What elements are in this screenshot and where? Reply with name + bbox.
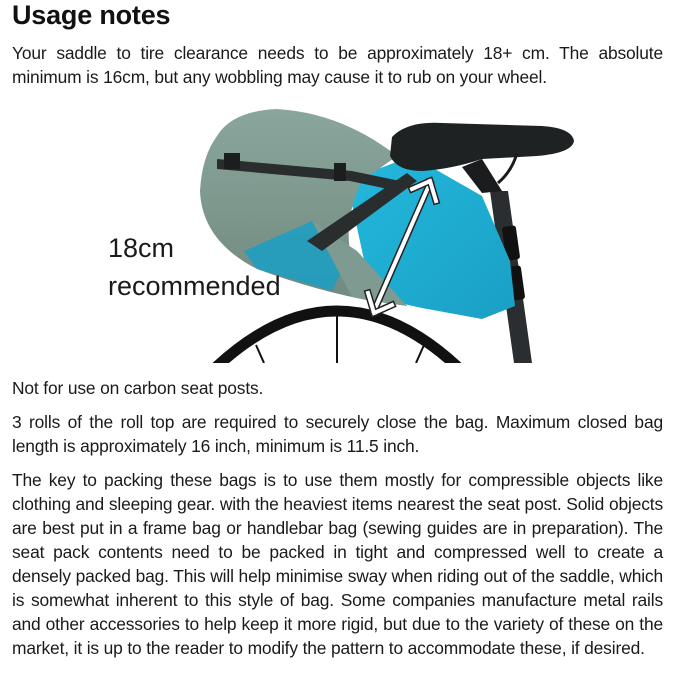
clearance-paragraph: Your saddle to tire clearance needs to be approximately 18+ cm. The absolute minimum is 16cm, but any wobbling may cause it to rub on your wheel. <box>12 43 663 87</box>
packing-paragraph: The key to packing these bags is to use them mostly for compressible objects like clothing and sleeping gear. with the heaviest items nearest the seat post. Solid objects are best put in a frame bag or handlebar bag (sewing guides are in preparation). The seat pack contents need to be packed in tight and compressed well to create a densely packed bag. This will help minimise sway when riding out of the saddle, which is somewhat inherent to this style of bag. Some companies manufacture metal rails and other accessories to help keep it more rigid, but due to the variety of these on the market, it is up to the reader to modify the pattern to accommodate these, if desired. <box>12 470 663 658</box>
saddle-bag-clearance-figure <box>12 101 663 363</box>
figure-label-recommended: recommended <box>108 271 281 301</box>
usage-notes-section <box>12 0 663 660</box>
carbon-warning-paragraph: Not for use on carbon seat posts. <box>12 378 264 398</box>
page-heading: Usage notes <box>12 0 171 30</box>
figure-label-18cm: 18cm <box>108 233 175 263</box>
wheel-icon <box>212 311 462 363</box>
roll-top-paragraph: 3 rolls of the roll top are required to securely close the bag. Maximum closed bag length is approximately 16 inch, minimum is 11.5 inch. <box>12 412 663 456</box>
